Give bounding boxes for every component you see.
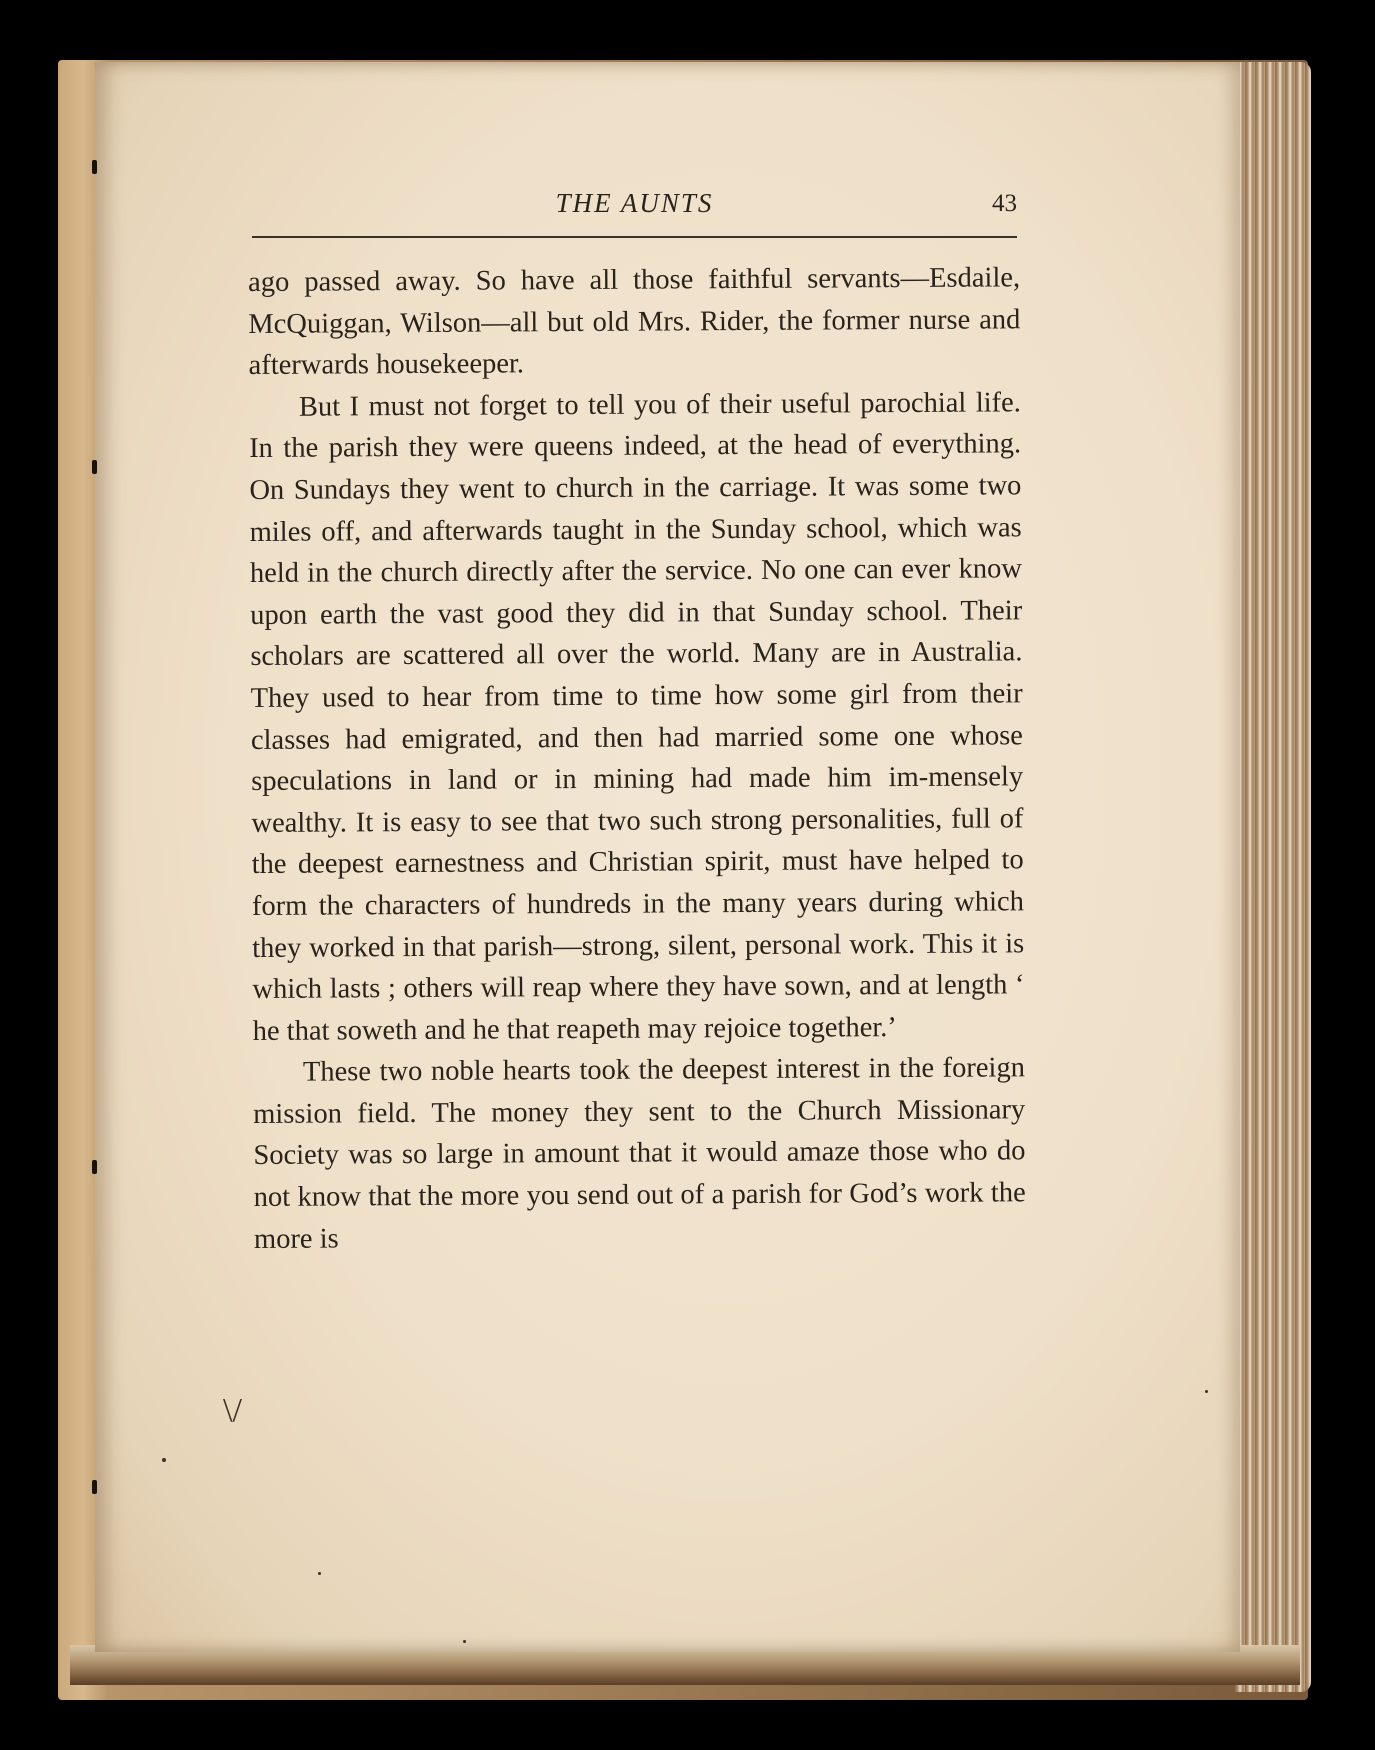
paragraph-3: These two noble hearts took the deepest interest in the foreign mission field. The money they sent to the Church Missionary Society was so large in amount that it would amaze those who do not know that the more you send out of a parish for God’s work the more is: [253, 1052, 1026, 1255]
paragraph-1: ago passed away. So have all those faithful servants—Esdaile, McQuiggan, Wilson—all but old Mrs. Rider, the former nurse and afterwards housekeeper.: [248, 262, 1021, 382]
paper-speck: [318, 1572, 321, 1575]
page-number: 43: [992, 190, 1017, 217]
page-edges: [1235, 62, 1311, 1692]
paper-speck: [1205, 1390, 1208, 1393]
paragraph-2: But I must not forget to tell you of their useful parochial life. In the parish they were queens indeed, at the head of everything. On Sundays they went to church in the carriage. It was some two miles off, and afterwards taught in the Sunday school, which was held in the church directly after the service. No one can ever know upon earth the vast good they did in that Sunday school. Their scholars are scattered all over the world. Many are in Australia. They used to hear from time to time how some girl from their classes had emigrated, and then had married some one whose speculations in land or in mining had made him im-mensely wealthy. It is easy to see that two such strong personalities, full of the deepest earnestness and Christian spirit, must have helped to form the characters of hundreds in the many years during which they worked in that parish—strong, silent, personal work. This it is which lasts ; others will reap where they have sown, and at length ‘ he that soweth and he that reapeth may rejoice together.’: [249, 387, 1025, 1047]
header-rule: [252, 236, 1017, 238]
running-title: THE AUNTS: [555, 188, 714, 218]
margin-annotation: \/: [223, 1392, 242, 1429]
body-text: [248, 257, 1026, 1260]
paper-speck: [463, 1640, 466, 1643]
binding-stitches: [88, 60, 102, 1660]
running-head: [252, 188, 1017, 228]
paper-speck: [162, 1458, 166, 1462]
